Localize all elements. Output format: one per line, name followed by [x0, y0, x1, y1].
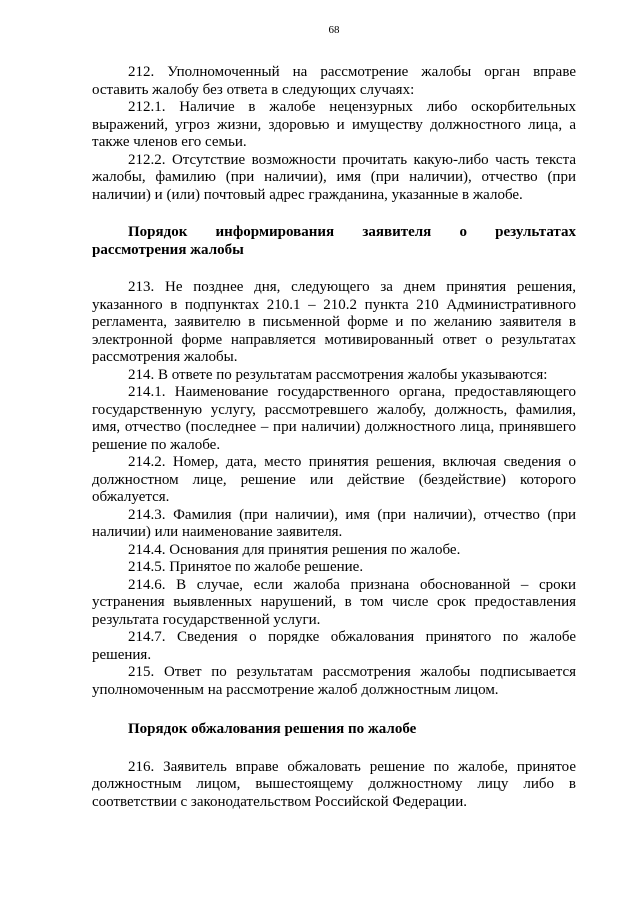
paragraph-214-3: 214.3. Фамилия (при наличии), имя (при наличии), отчество (при наличии) или наименование заявителя.: [92, 506, 576, 540]
section-heading-appeal: Порядок обжалования решения по жалобе: [128, 721, 417, 737]
paragraph-213: 213. Не позднее дня, следующего за днем принятия решения, указанного в подпунктах 210.1 – 210.2 пункта 210 Административного регламента, заявителю в письменной форме и по желанию заявителя в электронной форме направляется мотивированный ответ о результатах рассмотрения жалобы.: [92, 279, 576, 365]
paragraph-212-2: 212.2. Отсутствие возможности прочитать какую-либо часть текста жалобы, фамилию (при наличии), имя (при наличии), отчество (при наличии) и (или) почтовый адрес гражданина, указанные в жалобе.: [92, 151, 576, 203]
paragraph-214-6: 214.6. В случае, если жалоба признана обоснованной – сроки устранения выявленных нарушений, в том числе срок предоставления результата государственной услуги.: [92, 576, 576, 628]
paragraph-214-2: 214.2. Номер, дата, место принятия решения, включая сведения о должностном лице, решение или действие (бездействие) которого обжалуется.: [92, 454, 576, 505]
paragraph-212-1: 212.1. Наличие в жалобе нецензурных либо оскорбительных выражений, угроз жизни, здоровью и имуществу должностного лица, а также членов его семьи.: [92, 99, 576, 150]
paragraph-214-1: 214.1. Наименование государственного органа, предоставляющего государственную услугу, рассмотревшего жалобу, должность, фамилия, имя, отчество (последнее – при наличии) должностного лица, принявшего решение по жалобе.: [92, 384, 576, 453]
paragraph-216: 216. Заявитель вправе обжаловать решение по жалобе, принятое должностным лицом, вышестоящему должностному лицу либо в соответствии с законодательством Российской Федерации.: [92, 758, 576, 810]
paragraph-214-4: 214.4. Основания для принятия решения по жалобе.: [128, 541, 461, 558]
section-heading-informing: Порядок информирования заявителя о результатах рассмотрения жалобы: [92, 224, 576, 258]
paragraph-212: 212. Уполномоченный на рассмотрение жалобы орган вправе оставить жалобу без ответа в следующих случаях:: [92, 64, 576, 98]
paragraph-214-7: 214.7. Сведения о порядке обжалования принятого по жалобе решения.: [92, 629, 576, 663]
document-body: [92, 64, 576, 811]
paragraph-215: 215. Ответ по результатам рассмотрения жалобы подписывается уполномоченным на рассмотрение жалоб должностным лицом.: [92, 664, 576, 698]
paragraph-214: 214. В ответе по результатам рассмотрения жалобы указываются:: [128, 366, 548, 383]
paragraph-214-5: 214.5. Принятое по жалобе решение.: [128, 559, 364, 575]
page-number: 68: [328, 24, 340, 36]
